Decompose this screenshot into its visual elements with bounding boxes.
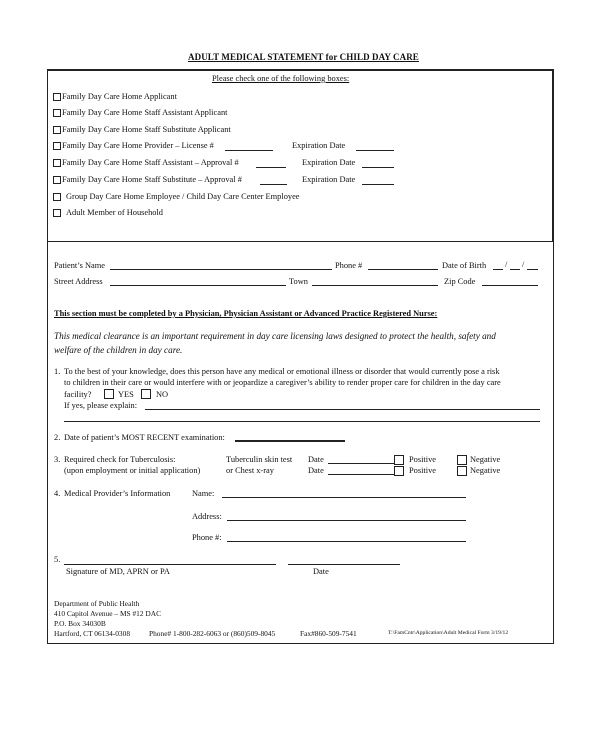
question-4-number: 4. xyxy=(54,489,61,498)
question-3-line2: (upon employment or initial application) xyxy=(64,466,201,475)
license-number-line[interactable] xyxy=(225,150,273,151)
provider-address-label: Address: xyxy=(192,512,222,521)
clearance-text-line2: welfare of the children in day care. xyxy=(54,345,183,355)
option-label-4: Family Day Care Home Provider – License # xyxy=(62,141,214,150)
option-label-8: Adult Member of Household xyxy=(66,208,163,217)
expiration-date-line-1[interactable] xyxy=(356,150,394,151)
skin-test-date-line[interactable] xyxy=(328,463,396,464)
zip-code-line[interactable] xyxy=(482,285,538,286)
xray-negative-checkbox[interactable] xyxy=(457,466,467,476)
explain-line-2[interactable] xyxy=(64,421,540,422)
checkbox-option-6[interactable] xyxy=(53,176,61,184)
checkbox-option-4[interactable] xyxy=(53,142,61,150)
checkbox-option-8[interactable] xyxy=(53,209,61,217)
checkbox-option-3[interactable] xyxy=(53,126,61,134)
question-4-label: Medical Provider’s Information xyxy=(64,489,171,498)
question-3-number: 3. xyxy=(54,455,61,464)
xray-date-line[interactable] xyxy=(328,474,396,475)
tb-skin-test-label: Tuberculin skin test xyxy=(226,455,293,464)
section-header: This section must be completed by a Physician, Physician Assistant or Advanced Practice Registered Nurse: xyxy=(54,309,438,318)
patient-name-line[interactable] xyxy=(110,269,332,270)
option-label-7: Group Day Care Home Employee / Child Day Care Center Employee xyxy=(66,192,300,201)
patient-phone-line[interactable] xyxy=(368,269,438,270)
dob-separator-2: / xyxy=(522,260,525,269)
expiration-label-1: Expiration Date xyxy=(292,141,346,150)
no-label: NO xyxy=(156,390,169,399)
question-1-number: 1. xyxy=(54,367,61,376)
signature-date-label: Date xyxy=(313,567,329,576)
dob-year-line[interactable] xyxy=(527,269,538,270)
question-1-line2: to children in their care or would interfere with or jeopardize a caregiver’s ability to render proper care for children in the day care xyxy=(64,378,501,387)
town-label: Town xyxy=(289,277,308,286)
yes-label: YES xyxy=(118,390,134,399)
dob-day-line[interactable] xyxy=(510,269,520,270)
dob-month-line[interactable] xyxy=(493,269,503,270)
provider-name-label: Name: xyxy=(192,489,215,498)
dob-separator-1: / xyxy=(505,260,508,269)
question-2-number: 2. xyxy=(54,433,61,442)
street-address-label: Street Address xyxy=(54,277,103,286)
skin-test-negative-label: Negative xyxy=(470,455,501,464)
option-label-1: Family Day Care Home Applicant xyxy=(62,92,177,101)
checkbox-option-2[interactable] xyxy=(53,109,61,117)
expiration-date-line-2[interactable] xyxy=(362,167,394,168)
footer-address-2: P.O. Box 34030B xyxy=(54,619,106,628)
patient-phone-label: Phone # xyxy=(335,261,363,270)
substitute-approval-line[interactable] xyxy=(260,184,287,185)
provider-phone-line[interactable] xyxy=(227,541,466,542)
xray-negative-label: Negative xyxy=(470,466,501,475)
xray-positive-label: Positive xyxy=(409,466,436,475)
skin-test-negative-checkbox[interactable] xyxy=(457,455,467,465)
skin-test-date-label: Date xyxy=(308,455,324,464)
question-1-line3: facility? xyxy=(64,390,92,399)
explain-line-1[interactable] xyxy=(145,409,540,410)
assistant-approval-line[interactable] xyxy=(256,167,286,168)
provider-phone-label: Phone #: xyxy=(192,533,222,542)
skin-test-positive-checkbox[interactable] xyxy=(394,455,404,465)
option-label-3: Family Day Care Home Staff Substitute Applicant xyxy=(62,125,231,134)
footer-phone: Phone# 1-800-282-6063 or (860)509-8045 xyxy=(149,629,276,638)
checkbox-option-5[interactable] xyxy=(53,159,61,167)
medical-statement-box xyxy=(47,241,554,644)
option-label-5: Family Day Care Home Staff Assistant – Approval # xyxy=(62,158,239,167)
xray-positive-checkbox[interactable] xyxy=(394,466,404,476)
check-instruction: Please check one of the following boxes: xyxy=(212,74,350,83)
xray-date-label: Date xyxy=(308,466,324,475)
question-3-line1: Required check for Tuberculosis: xyxy=(64,455,176,464)
question-5-number: 5. xyxy=(54,555,61,564)
patient-dob-label: Date of Birth xyxy=(442,261,487,270)
checkbox-option-7[interactable] xyxy=(53,193,61,201)
option-label-2: Family Day Care Home Staff Assistant Applicant xyxy=(62,108,228,117)
expiration-label-3: Expiration Date xyxy=(302,175,356,184)
explain-label: If yes, please explain: xyxy=(64,401,138,410)
option-label-6: Family Day Care Home Staff Substitute – Approval # xyxy=(62,175,242,184)
signature-date-line[interactable] xyxy=(288,564,400,565)
yes-checkbox[interactable] xyxy=(104,389,114,399)
question-2-label: Date of patient’s MOST RECENT examination: xyxy=(64,433,225,442)
chest-xray-label: or Chest x-ray xyxy=(226,466,274,475)
footer-file-reference: T:\FamCntr\Application\Adult Medical Form 3/19/12 xyxy=(388,630,509,636)
signature-label: Signature of MD, APRN or PA xyxy=(66,567,170,576)
skin-test-positive-label: Positive xyxy=(409,455,436,464)
exam-date-line[interactable] xyxy=(235,440,345,442)
footer-fax: Fax#860-509-7541 xyxy=(300,629,357,638)
form-title: ADULT MEDICAL STATEMENT for CHILD DAY CARE xyxy=(188,52,419,62)
signature-line[interactable] xyxy=(64,564,276,565)
provider-name-line[interactable] xyxy=(222,497,466,498)
footer-address-3: Hartford, CT 06134-0308 xyxy=(54,629,131,638)
provider-address-line[interactable] xyxy=(227,520,466,521)
question-1-line1: To the best of your knowledge, does this person have any medical or emotional illness or disorder that would currently pose a risk xyxy=(64,367,500,376)
no-checkbox[interactable] xyxy=(141,389,151,399)
town-line[interactable] xyxy=(312,285,438,286)
clearance-text-line1: This medical clearance is an important requirement in day care licensing laws designed to protect the health, safety and xyxy=(54,331,496,341)
expiration-date-line-3[interactable] xyxy=(362,184,394,185)
zip-code-label: Zip Code xyxy=(444,277,476,286)
footer-department: Department of Public Health xyxy=(54,599,140,608)
footer-address-1: 410 Capitol Avenue – MS #12 DAC xyxy=(54,609,162,618)
checkbox-option-1[interactable] xyxy=(53,93,61,101)
patient-name-label: Patient’s Name xyxy=(54,261,105,270)
expiration-label-2: Expiration Date xyxy=(302,158,356,167)
street-address-line[interactable] xyxy=(110,285,286,286)
